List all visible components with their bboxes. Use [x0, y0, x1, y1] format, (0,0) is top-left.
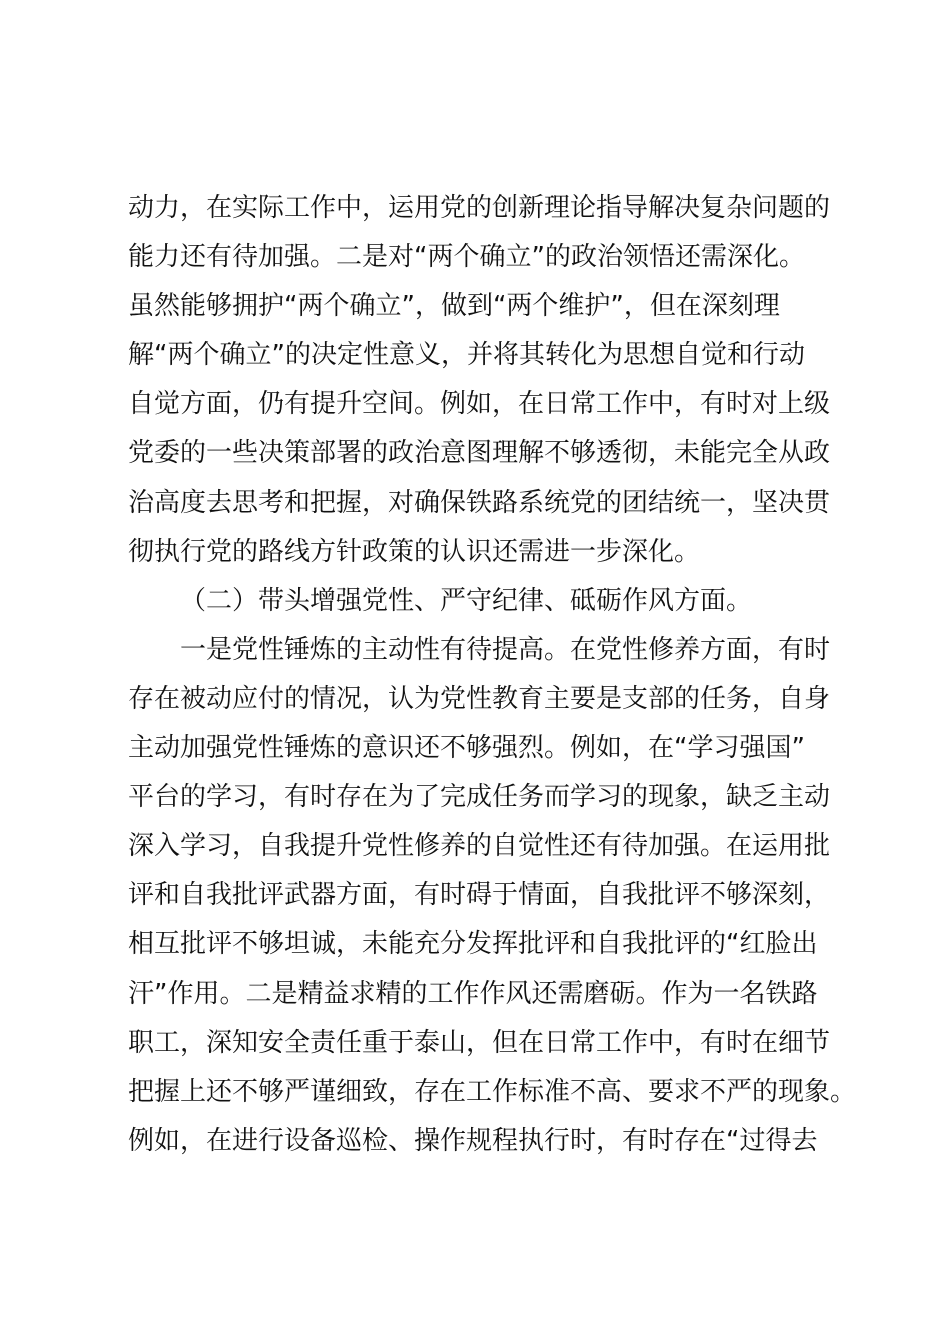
text-line-19: 把握上还不够严谨细致，存在工作标准不高、要求不严的现象。 — [128, 1076, 857, 1107]
text-line-13: 平台的学习，有时存在为了完成任务而学习的现象，缺乏主动 — [128, 782, 831, 813]
text-line-11: 存在被动应付的情况，认为党性教育主要是支部的任务，自身 — [128, 683, 831, 714]
text-line-5: 自觉方面，仍有提升空间。例如，在日常工作中，有时对上级 — [128, 389, 831, 420]
text-line-14: 深入学习，自我提升党性修养的自觉性还有待加强。在运用批 — [128, 831, 831, 862]
text-line-20: 例如，在进行设备巡检、操作规程执行时，有时存在“过得去 — [128, 1125, 818, 1156]
text-line-15: 评和自我批评武器方面，有时碍于情面，自我批评不够深刻， — [128, 880, 831, 911]
document-body — [128, 184, 857, 1166]
section-heading: （二）带头增强党性、严守纪律、砥砺作风方面。 — [180, 585, 753, 616]
text-line-2: 能力还有待加强。二是对“两个确立”的政治领悟还需深化。 — [128, 242, 805, 273]
text-line-6: 党委的一些决策部署的政治意图理解不够透彻，未能完全从政 — [128, 438, 831, 469]
text-line-4: 解“两个确立”的决定性意义，并将其转化为思想自觉和行动 — [128, 340, 805, 371]
text-line-7: 治高度去思考和把握，对确保铁路系统党的团结统一，坚决贯 — [128, 487, 831, 518]
text-line-3: 虽然能够拥护“两个确立”，做到“两个维护”，但在深刻理 — [128, 291, 780, 322]
text-line-12: 主动加强党性锤炼的意识还不够强烈。例如，在“学习强国” — [128, 733, 805, 764]
text-line-18: 职工，深知安全责任重于泰山，但在日常工作中，有时在细节 — [128, 1027, 831, 1058]
text-line-1: 动力，在实际工作中，运用党的创新理论指导解决复杂问题的 — [128, 193, 831, 223]
text-line-8: 彻执行党的路线方针政策的认识还需进一步深化。 — [128, 536, 701, 567]
text-line-16: 相互批评不够坦诚，未能充分发挥批评和自我批评的“红脸出 — [128, 929, 818, 960]
paragraph-first-line: 一是党性锤炼的主动性有待提高。在党性修养方面，有时 — [180, 634, 831, 665]
text-line-17: 汗”作用。二是精益求精的工作作风还需磨砺。作为一名铁路 — [128, 978, 818, 1009]
